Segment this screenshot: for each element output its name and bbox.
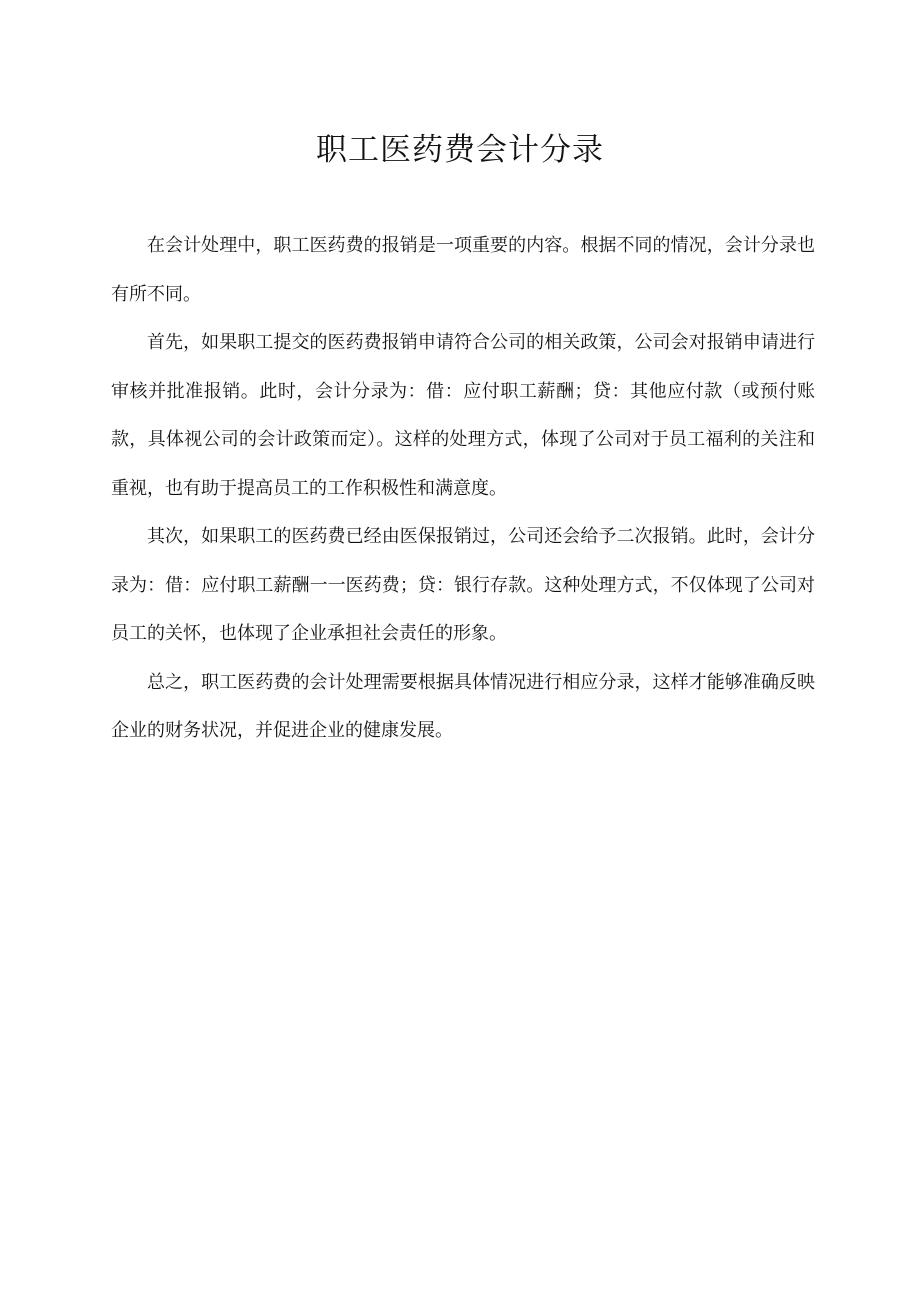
document-body <box>111 222 815 756</box>
paragraph-first-case: 首先，如果职工提交的医药费报销申请符合公司的相关政策，公司会对报销申请进行审核并批准报销。此时，会计分录为：借：应付职工薪酬；贷：其他应付款（或预付账款，具体视公司的会计政策而定）。这样的处理方式，体现了公司对于员工福利的关注和重视，也有助于提高员工的工作积极性和满意度。 <box>111 332 815 499</box>
document-title: 职工医药费会计分录 <box>316 132 604 168</box>
paragraph-intro: 在会计处理中，职工医药费的报销是一项重要的内容。根据不同的情况，会计分录也有所不同。 <box>111 235 815 305</box>
paragraph-second-case: 其次，如果职工的医药费已经由医保报销过，公司还会给予二次报销。此时，会计分录为：借：应付职工薪酬一一医药费；贷：银行存款。这种处理方式，不仅体现了公司对员工的关怀，也体现了企业承担社会责任的形象。 <box>111 526 815 644</box>
paragraph-conclusion: 总之，职工医药费的会计处理需要根据具体情况进行相应分录，这样才能够准确反映企业的财务状况，并促进企业的健康发展。 <box>111 671 815 741</box>
